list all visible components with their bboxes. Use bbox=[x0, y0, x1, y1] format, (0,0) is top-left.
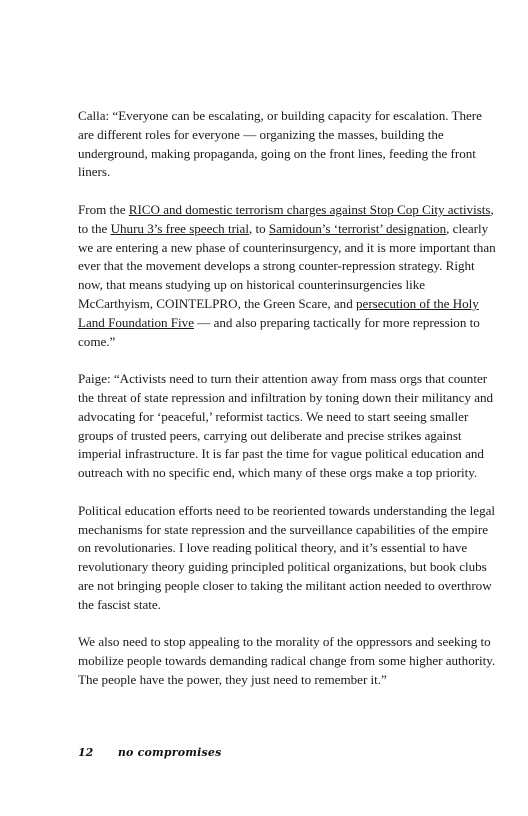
paragraph-text: From the bbox=[78, 201, 129, 217]
paragraph bbox=[78, 633, 500, 689]
inline-link[interactable]: Samidoun’s ‘terrorist’ designation bbox=[268, 220, 447, 236]
page-number: 12 bbox=[78, 746, 94, 759]
paragraph-text: Political education efforts need to be reoriented towards understanding the legal mechanisms for state repression and the surveillance capabilities of the empire on revolutionaries. I love reading political theory, and it’s essential to have revolutionary theory guiding principled political organizations, but book clubs are not bringing people closer to taking the militant action needed to overthrow the fascist state. bbox=[78, 502, 496, 612]
paragraph bbox=[78, 370, 500, 483]
page-footer bbox=[78, 746, 222, 759]
page-body bbox=[78, 107, 500, 709]
paragraph-text: — and also preparing tactically for more repression to come.” bbox=[78, 314, 480, 349]
paragraph-text: , to the bbox=[78, 201, 494, 236]
inline-link[interactable]: persecution of the Holy Land Foundation Five bbox=[78, 295, 479, 330]
paragraph bbox=[78, 502, 500, 615]
inline-link[interactable]: Uhuru 3’s free speech trial bbox=[110, 220, 249, 236]
paragraph bbox=[78, 107, 500, 182]
paragraph-text: , to bbox=[248, 220, 269, 236]
paragraph-text: We also need to stop appealing to the morality of the oppressors and seeking to mobilize people towards demanding radical change from some higher authority. The people have the power, they just need to remember it.” bbox=[78, 634, 496, 687]
paragraph-text: , clearly we are entering a new phase of counterinsurgency, and it is more important than ever that the movement develops a strong counter-repression strategy. Right now, that means studying up on historical counterinsurgencies like McCarthyism, COINTELPRO, the Green Scare, and bbox=[78, 220, 496, 311]
paragraph bbox=[78, 201, 500, 351]
paragraph-text: Paige: “Activists need to turn their attention away from mass orgs that counter the threat of state repression and infiltration by toning down their militancy and advocating for ‘peaceful,’ reformist tactics. We need to start seeing smaller groups of trusted peers, carrying out deliberate and precise strikes against imperial infrastructure. It is far past the time for vague political education and outreach with no specific end, which many of these orgs make a top priority. bbox=[78, 371, 494, 481]
paragraph-text: Calla: “Everyone can be escalating, or building capacity for escalation. There are different roles for everyone — organizing the masses, building the underground, making propaganda, going on the front lines, feeding the front liners. bbox=[78, 108, 482, 180]
inline-link[interactable]: RICO and domestic terrorism charges against Stop Cop City activists bbox=[128, 201, 491, 217]
book-title: no compromises bbox=[117, 746, 222, 759]
